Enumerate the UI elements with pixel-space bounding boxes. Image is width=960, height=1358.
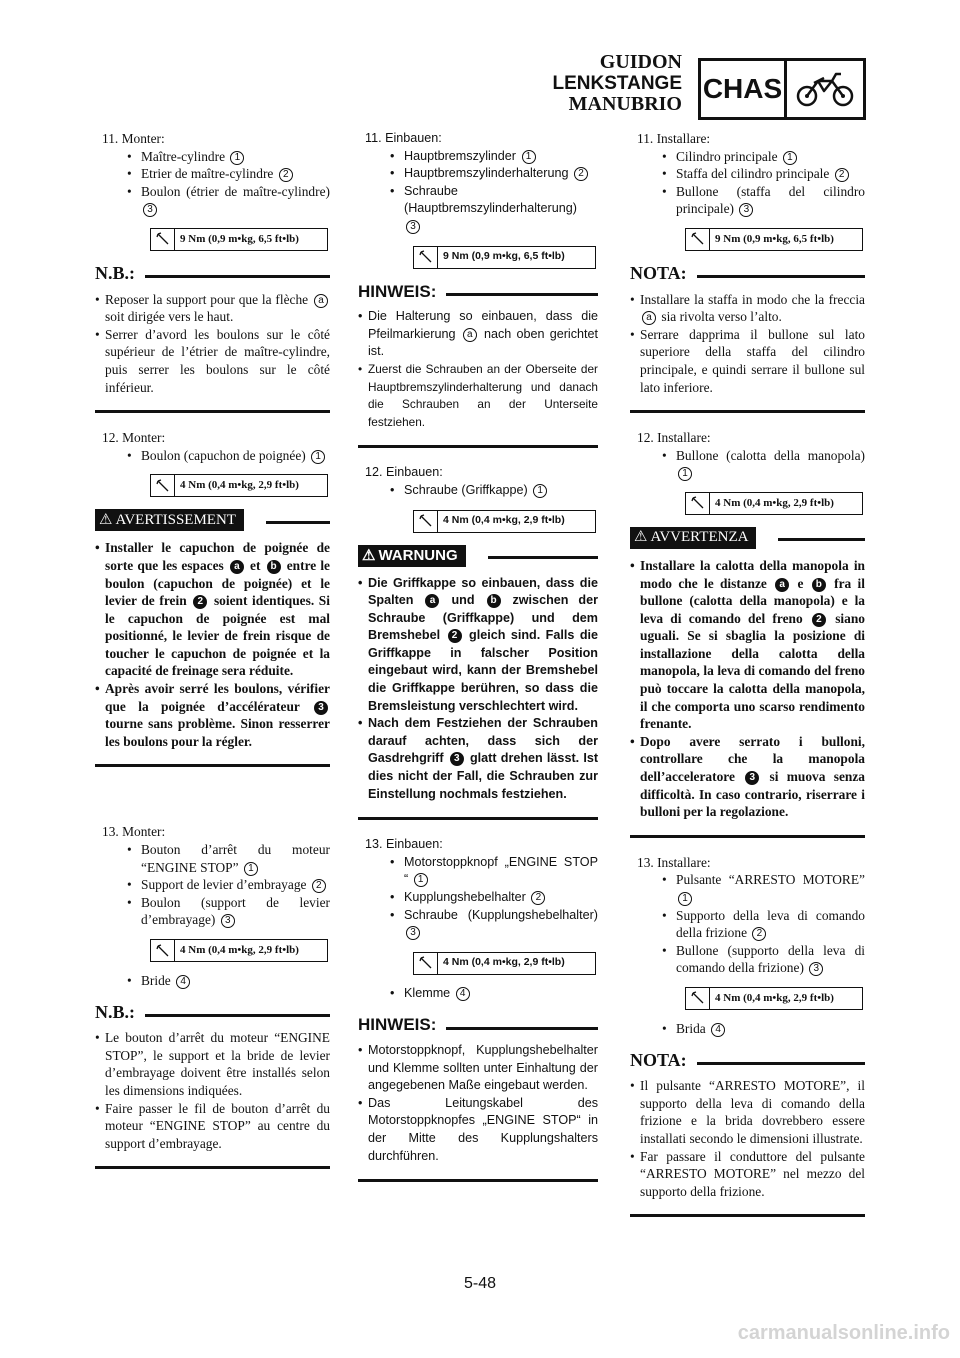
step-12 xyxy=(630,429,865,515)
step-12 xyxy=(95,429,330,497)
torque-value: 9 Nm (0,9 m•kg, 6,5 ft•lb) xyxy=(715,232,834,245)
warning-bullet: • Dopo avere serrato i bulloni, controllare che la manopola dell’acceleratore 3 si muova senza difficoltà. In caso contrario, riserrare i bulloni per la regolazione. xyxy=(630,733,865,821)
warning-heading: ⚠ AVERTISSEMENT xyxy=(95,509,330,531)
note-heading: NOTA: xyxy=(630,1052,865,1070)
torque-spec xyxy=(150,474,328,497)
torque-value: 4 Nm (0,4 m•kg, 2,9 ft•lb) xyxy=(443,514,565,527)
wrench-icon xyxy=(151,229,175,250)
step-13 xyxy=(630,854,865,1038)
step-title: 11. Monter: xyxy=(102,131,165,146)
step-title: 12. Monter: xyxy=(102,430,166,446)
note-bullet: • Serrer d’avord les boulons sur le côté supérieur de l’étrier de maître-cylindre, puis serrer les boulons sur le côté inférieur. xyxy=(95,326,330,396)
list-item: • Schraube (Kupplungshebelhalter) 3 xyxy=(358,907,598,942)
torque-value: 9 Nm (0,9 m•kg, 6,5 ft•lb) xyxy=(180,232,299,245)
list-item: • Bouton d’arrêt du moteur “ENGINE STOP” 1 xyxy=(95,841,330,876)
step-13 xyxy=(358,836,598,1002)
list-item: • Schraube (Hauptbremszylinderhalterung) 3 xyxy=(358,183,598,236)
note-bullet: • Far passare il conduttore del pulsante “ARRESTO MOTORE” nel mezzo del supporto della frizione. xyxy=(630,1148,865,1201)
list-item: • Boulon (étrier de maître-cylindre) 3 xyxy=(95,183,330,218)
divider xyxy=(95,1166,330,1169)
torque-value: 9 Nm (0,9 m•kg, 6,5 ft•lb) xyxy=(443,250,565,263)
note-bullet: • Il pulsante “ARRESTO MOTORE”, il supporto della leva di comando della frizione e la brida dovrebbero essere installati secondo le dimensioni illustrate. xyxy=(630,1077,865,1147)
list-item: • Boulon (capuchon de poignée) 1 xyxy=(95,447,330,465)
list-item: • Motorstoppknopf „ENGINE STOP “ 1 xyxy=(358,854,598,889)
divider xyxy=(630,1214,865,1217)
list-item: • Etrier de maître-cylindre 2 xyxy=(95,165,330,183)
torque-value: 4 Nm (0,4 m•kg, 2,9 ft•lb) xyxy=(715,991,834,1004)
title-fr: GUIDON xyxy=(599,51,682,73)
torque-spec xyxy=(685,492,863,515)
title-de: LENKSTANGE xyxy=(552,73,682,94)
step-title: 13. Monter: xyxy=(102,824,166,840)
wrench-icon xyxy=(686,493,710,514)
wrench-icon xyxy=(414,953,438,974)
list-item: • Cilindro principale 1 xyxy=(630,148,865,166)
wrench-icon xyxy=(151,475,175,496)
list-item: • Schraube (Griffkappe) 1 xyxy=(358,482,598,500)
warning-heading: ⚠ WARNUNG xyxy=(358,545,598,567)
list-item: • Support de levier d’embrayage 2 xyxy=(95,876,330,894)
wrench-icon xyxy=(686,988,710,1009)
note-bullet: • Motorstoppknopf, Kupplungshebelhalter und Klemme sollten unter Einhaltung der angegebenen Maße eingebaut werden. xyxy=(358,1042,598,1095)
list-item: • Bullone (staffa del cilindro principale) 3 xyxy=(630,183,865,218)
divider xyxy=(630,410,865,413)
torque-spec xyxy=(413,510,596,533)
torque-spec xyxy=(150,939,328,962)
note-bullet: • Installare la staffa in modo che la freccia a sia rivolta verso l’alto. xyxy=(630,291,865,326)
step-11 xyxy=(358,130,598,269)
torque-value: 4 Nm (0,4 m•kg, 2,9 ft•lb) xyxy=(715,496,834,509)
warning-bullet: • Installer le capuchon de poignée de sorte que les espaces a et b entre le boulon (capuchon de poignée) et le levier de frein 2 soient identiques. Si le capuchon de poignée est mal positionné, le levier de frein risque de toucher le capuchon de poignée et la capacité de freinage sera réduite. xyxy=(95,539,330,680)
step-title: 11. Einbauen: xyxy=(365,131,442,145)
divider xyxy=(95,764,330,767)
step-title: 13. Installare: xyxy=(637,854,711,870)
divider xyxy=(358,1179,598,1182)
wrench-icon xyxy=(686,229,710,250)
note-bullet: • Reposer la support pour que la flèche a soit dirigée vers le haut. xyxy=(95,291,330,326)
warning-icon: ⚠ xyxy=(99,511,113,528)
list-item: • Hauptbremszylinder 1 xyxy=(358,148,598,166)
list-item: • Pulsante “ARRESTO MOTORE” 1 xyxy=(630,871,865,906)
list-item: • Supporto della leva di comando della frizione 2 xyxy=(630,907,865,942)
section-label: CHAS xyxy=(701,61,787,117)
list-item: • Bullone (calotta della manopola) 1 xyxy=(630,447,865,482)
note-heading: HINWEIS: xyxy=(358,1016,598,1034)
note-bullet: • Zuerst die Schrauben an der Oberseite der Hauptbremszylinderhalterung und danach die Schrauben an der Unterseite festziehen. xyxy=(358,361,598,431)
torque-spec xyxy=(685,228,863,251)
warning-icon: ⚠ xyxy=(634,529,648,546)
torque-value: 4 Nm (0,4 m•kg, 2,9 ft•lb) xyxy=(443,956,565,969)
divider xyxy=(630,835,865,838)
watermark: carmanualsonline.info xyxy=(737,1322,950,1344)
warning-bullet: • Après avoir serré les boulons, vérifier que la poignée d’accélérateur 3 tourne sans problème. Sinon resserrer les boulons pour la régler. xyxy=(95,680,330,750)
note-bullet: • Le bouton d’arrêt du moteur “ENGINE STOP”, le support et la bride de levier d’embrayage doivent être installés selon les dimensions indiquées. xyxy=(95,1029,330,1099)
list-item: • Bride 4 xyxy=(95,972,330,990)
column-french xyxy=(95,130,330,1185)
warning-bullet: • Die Griffkappe so einbauen, dass die Spalten a und b zwischen der Schraube (Griffkappe) und dem Bremshebel 2 gleich sind. Falls die Griffkappe in falscher Position eingebaut wird, kann der Bremshebel die Griffkappe berühren, so dass die Bremsleistung verschlechtert wird. xyxy=(358,575,598,716)
warning-icon: ⚠ xyxy=(362,546,376,564)
list-item: • Klemme 4 xyxy=(358,985,598,1003)
title-it: MANUBRIO xyxy=(568,93,682,115)
torque-spec xyxy=(150,228,328,251)
torque-spec xyxy=(413,952,596,975)
step-title: 13. Einbauen: xyxy=(365,837,443,852)
torque-spec xyxy=(685,987,863,1010)
note-bullet: • Die Halterung so einbauen, dass die Pfeilmarkierung a nach oben gerichtet ist. xyxy=(358,308,598,361)
note-heading: N.B.: xyxy=(95,265,330,283)
list-item: • Hauptbremszylinderhalterung 2 xyxy=(358,165,598,183)
list-item: • Staffa del cilindro principale 2 xyxy=(630,165,865,183)
column-italian xyxy=(630,130,865,1233)
list-item: • Maître-cylindre 1 xyxy=(95,148,330,166)
step-title: 12. Einbauen: xyxy=(365,465,443,480)
warning-bullet: • Installare la calotta della manopola in modo che le distanze a e b fra il bullone (calotta della manopola) e la leva di comando del freno 2 siano uguali. Se si sbaglia la posizione di installazione della calotta della manopola, la leva di comando del freno può toccare la calotta della manopola, il che comporta uno scarso rendimento frenante. xyxy=(630,557,865,733)
wrench-icon xyxy=(151,940,175,961)
torque-value: 4 Nm (0,4 m•kg, 2,9 ft•lb) xyxy=(180,943,299,956)
page-number: 5-48 xyxy=(463,1275,497,1292)
note-bullet: • Serrare dapprima il bullone sul lato superiore della staffa del cilindro principale, e quindi serrare il bullone sul lato inferiore. xyxy=(630,326,865,396)
note-heading: NOTA: xyxy=(630,265,865,283)
motorcycle-icon xyxy=(787,61,863,117)
wrench-icon xyxy=(414,511,438,532)
warning-heading: ⚠ AVVERTENZA xyxy=(630,527,865,549)
step-title: 11. Installare: xyxy=(637,131,711,146)
step-13 xyxy=(95,823,330,989)
torque-spec xyxy=(413,246,596,269)
column-german xyxy=(358,130,598,1198)
step-12 xyxy=(358,464,598,532)
list-item: • Kupplungshebelhalter 2 xyxy=(358,889,598,907)
divider xyxy=(358,817,598,820)
step-11 xyxy=(630,130,865,251)
header-titles xyxy=(553,52,682,115)
step-11 xyxy=(95,130,330,251)
list-item: • Boulon (support de levier d’embrayage) 3 xyxy=(95,894,330,929)
note-heading: HINWEIS: xyxy=(358,283,598,301)
note-bullet: • Faire passer le fil de bouton d’arrêt du moteur “ENGINE STOP” au centre du support d’embrayage. xyxy=(95,1100,330,1153)
note-heading: N.B.: xyxy=(95,1004,330,1022)
divider xyxy=(358,445,598,448)
wrench-icon xyxy=(414,247,438,268)
section-tab xyxy=(698,58,866,120)
torque-value: 4 Nm (0,4 m•kg, 2,9 ft•lb) xyxy=(180,479,299,492)
step-title: 12. Installare: xyxy=(637,430,711,446)
warning-bullet: • Nach dem Festziehen der Schrauben darauf achten, dass sich der Gasdrehgriff 3 glatt drehen lässt. Ist dies nicht der Fall, die Schrauben zur Einstellung nochmals festziehen. xyxy=(358,715,598,803)
list-item: • Brida 4 xyxy=(630,1020,865,1038)
note-bullet: • Das Leitungskabel des Motorstoppknopfes „ENGINE STOP“ in der Mitte des Kupplungshalters durchführen. xyxy=(358,1095,598,1165)
list-item: • Bullone (supporto della leva di comando della frizione) 3 xyxy=(630,942,865,977)
divider xyxy=(95,410,330,413)
